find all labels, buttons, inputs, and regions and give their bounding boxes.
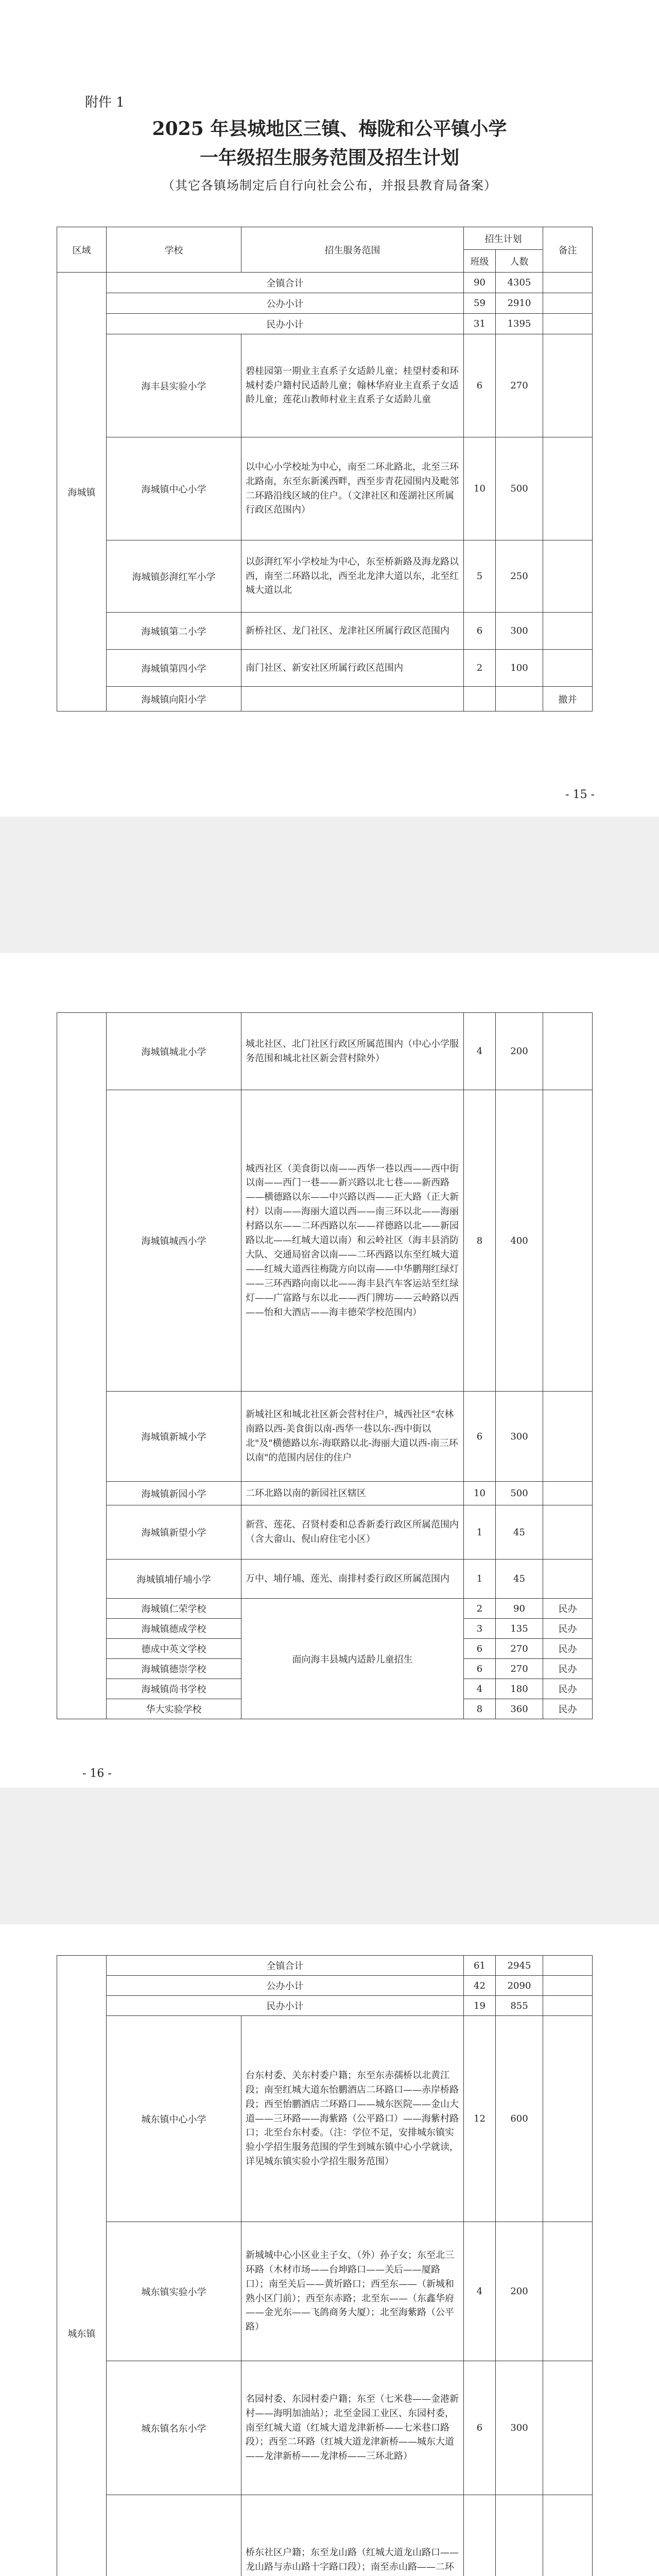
school-name: 海城镇德成学校 xyxy=(107,1619,241,1639)
remark xyxy=(543,334,593,437)
summary-remark xyxy=(543,314,593,334)
header-district: 区域 xyxy=(57,227,107,273)
header-classes: 班级 xyxy=(464,250,496,273)
header-people: 人数 xyxy=(496,250,543,273)
school-name: 海城镇德崇学校 xyxy=(107,1659,241,1679)
document-title-line2: 一年级招生服务范围及招生计划 xyxy=(199,147,459,168)
service-scope: 以彭湃红军小学校址为中心，东至桥新路及海龙路以西，南至二环路以北，西至北龙津大道以东，北至红城大道以北 xyxy=(241,540,464,613)
summary-remark xyxy=(543,1956,593,1976)
plan-people: 500 xyxy=(496,437,543,540)
remark xyxy=(543,2495,593,2576)
summary-remark xyxy=(543,1976,593,1996)
district-cell: 城东镇 xyxy=(57,1956,107,2576)
plan-people: 200 xyxy=(496,2222,543,2361)
page-1 xyxy=(0,0,659,817)
summary-classes: 90 xyxy=(464,273,496,293)
summary-remark xyxy=(543,273,593,293)
summary-label: 公办小计 xyxy=(107,1976,464,1996)
page-2 xyxy=(0,953,659,1788)
remark: 民办 xyxy=(543,1659,593,1679)
document-subtitle: （其它各镇场制定后自行向社会公布，并报县教育局备案） xyxy=(162,178,497,193)
remark xyxy=(543,540,593,613)
school-name: 华大实验学校 xyxy=(107,1699,241,1719)
plan-people: 45 xyxy=(496,1560,543,1599)
service-scope: 台东村委、关东村委户籍；东至东赤孺桥以北黄江段；南至红城大道东怡鹏酒店二环路口——赤岸桥路段；西至怡鹏酒店二环路口——城东医院——金山大道——三环路——海紫路（公平路口）——海紫村路口；北至台东村委。（注：学位不足，安排城东镇实验小学招生服务范围的学生到城东镇中心小学就读，详见城东镇实验小学招生服务范围） xyxy=(241,2016,464,2222)
school-name: 海城镇第二小学 xyxy=(107,613,241,650)
plan-classes: 10 xyxy=(464,1482,496,1505)
school-name: 海城镇埔仔埔小学 xyxy=(107,1560,241,1599)
remark: 民办 xyxy=(543,1639,593,1659)
plan-classes: 6 xyxy=(464,2361,496,2495)
plan-people: 270 xyxy=(496,334,543,437)
summary-label: 全镇合计 xyxy=(107,1956,464,1976)
shared-service-scope: 面向海丰县城内适龄儿童招生 xyxy=(241,1599,464,1719)
plan-classes: 4 xyxy=(464,2222,496,2361)
plan-classes: 2 xyxy=(464,1599,496,1619)
district-cell-continued xyxy=(57,1013,107,1719)
remark xyxy=(543,613,593,650)
summary-people: 2090 xyxy=(496,1976,543,1996)
school-name: 城东镇名东小学 xyxy=(107,2361,241,2495)
remark xyxy=(543,2361,593,2495)
plan-people: 300 xyxy=(496,613,543,650)
plan-classes: 10 xyxy=(464,437,496,540)
summary-label: 全镇合计 xyxy=(107,273,464,293)
header-remark: 备注 xyxy=(543,227,593,273)
service-scope: 名园村委、东园村委户籍；东至（七米巷——金港新村——海明加油站）；北至金园工业区、东园村委，南至红城大道（红城大道龙津新桥——七米巷口路段）；西至二环路（红城大道龙津新桥——城东大道——龙津新桥——龙津桥——三环北路） xyxy=(241,2361,464,2495)
summary-classes: 19 xyxy=(464,1996,496,2016)
summary-label: 民办小计 xyxy=(107,314,464,334)
plan-classes: 6 xyxy=(464,613,496,650)
plan-people: 180 xyxy=(496,1679,543,1699)
school-name: 海城镇城北小学 xyxy=(107,1013,241,1090)
header-plan: 招生计划 xyxy=(464,227,543,250)
plan-classes xyxy=(464,687,496,711)
school-name: 海城镇第四小学 xyxy=(107,650,241,687)
service-scope: 新桥社区、龙门社区、龙津社区所属行政区范围内 xyxy=(241,613,464,650)
service-scope: 二环北路以南的新园社区辖区 xyxy=(241,1482,464,1505)
summary-classes: 59 xyxy=(464,293,496,314)
plan-classes: 5 xyxy=(464,540,496,613)
service-scope: 万中、埔仔埔、莲光、南排村委行政区所属范围内 xyxy=(241,1560,464,1599)
plan-classes: 8 xyxy=(464,1699,496,1719)
school-name: 城东镇实验小学 xyxy=(107,2222,241,2361)
summary-people: 4305 xyxy=(496,273,543,293)
school-name: 德成中英文学校 xyxy=(107,1639,241,1659)
remark: 民办 xyxy=(543,1599,593,1619)
remark xyxy=(543,1392,593,1482)
plan-people: 600 xyxy=(496,2016,543,2222)
plan-people: 360 xyxy=(496,1699,543,1719)
plan-classes: 6 xyxy=(464,1392,496,1482)
page-number: - 16 - xyxy=(82,1767,112,1780)
remark xyxy=(543,1505,593,1560)
plan-classes: 6 xyxy=(464,1659,496,1679)
district-cell: 海城镇 xyxy=(57,273,107,711)
service-scope: 碧桂园第一期业主直系子女适龄儿童；桂望村委和环城村委户籍村民适龄儿童；翰林华府业主直系子女适龄儿童；莲花山教师村业主直系子女适龄儿童 xyxy=(241,334,464,437)
plan-people: 100 xyxy=(496,650,543,687)
plan-people: 200 xyxy=(496,1013,543,1090)
school-name xyxy=(107,2495,241,2576)
plan-people xyxy=(496,2495,543,2576)
school-name: 海城镇城西小学 xyxy=(107,1090,241,1392)
service-scope: 以中心小学校址为中心，南至二环北路北，北至三环北路南，东至东新溪西畔，西至步青花园围内及毗邻二环路沿线区域的住户。（文津社区和莲湖社区所属行政区范围内） xyxy=(241,437,464,540)
document-title-line1: 2025 年县城地区三镇、梅陇和公平镇小学 xyxy=(152,118,507,140)
summary-classes: 42 xyxy=(464,1976,496,1996)
summary-classes: 31 xyxy=(464,314,496,334)
plan-people: 500 xyxy=(496,1482,543,1505)
summary-remark xyxy=(543,293,593,314)
school-name: 海城镇彭湃红军小学 xyxy=(107,540,241,613)
school-name: 海城镇仁荣学校 xyxy=(107,1599,241,1619)
header-scope: 招生服务范围 xyxy=(241,227,464,273)
enrollment-table-page2 xyxy=(57,1012,593,1719)
plan-classes: 12 xyxy=(464,2016,496,2222)
school-name: 海城镇新园小学 xyxy=(107,1482,241,1505)
service-scope: 桥东社区户籍；东至龙山路（红城大道龙山路口——龙山路与赤山路十字路口段）；南至赤山路——二环 xyxy=(241,2495,464,2576)
school-name: 海城镇向阳小学 xyxy=(107,687,241,711)
remark xyxy=(543,650,593,687)
school-name: 海城镇新望小学 xyxy=(107,1505,241,1560)
summary-classes: 61 xyxy=(464,1956,496,1976)
school-name: 海城镇中心小学 xyxy=(107,437,241,540)
page-number: - 15 - xyxy=(565,788,595,801)
remark: 撤并 xyxy=(543,687,593,711)
service-scope: 新城城中心小区业主子女、（外）孙子女；东至北三环路（木材市场——台坤路口——关后——厦路口）；南至关后——黄圻路口；西至东——（新城和熟小区门前）；西至东赤路；北至东——（东鑫华府——金光东——飞鸽商务大厦）；北至海紫路（公平路） xyxy=(241,2222,464,2361)
plan-classes: 4 xyxy=(464,1013,496,1090)
summary-label: 公办小计 xyxy=(107,293,464,314)
plan-classes: 4 xyxy=(464,1679,496,1699)
summary-people: 2910 xyxy=(496,293,543,314)
plan-people: 300 xyxy=(496,2361,543,2495)
remark xyxy=(543,2222,593,2361)
page-3 xyxy=(0,1924,659,2576)
plan-people: 300 xyxy=(496,1392,543,1482)
attachment-label: 附件 1 xyxy=(85,95,125,110)
plan-classes xyxy=(464,2495,496,2576)
summary-people: 2945 xyxy=(496,1956,543,1976)
summary-remark xyxy=(543,1996,593,2016)
plan-classes: 6 xyxy=(464,1639,496,1659)
remark: 民办 xyxy=(543,1619,593,1639)
remark: 民办 xyxy=(543,1679,593,1699)
summary-people: 1395 xyxy=(496,314,543,334)
remark xyxy=(543,1013,593,1090)
remark xyxy=(543,1482,593,1505)
plan-people: 400 xyxy=(496,1090,543,1392)
plan-people: 270 xyxy=(496,1659,543,1679)
remark: 民办 xyxy=(543,1699,593,1719)
plan-people: 45 xyxy=(496,1505,543,1560)
remark xyxy=(543,437,593,540)
enrollment-table-page1 xyxy=(57,227,593,711)
enrollment-table-page3 xyxy=(57,1955,593,2576)
remark xyxy=(543,1090,593,1392)
plan-classes: 3 xyxy=(464,1619,496,1639)
page-gap xyxy=(0,1788,659,1924)
summary-people: 855 xyxy=(496,1996,543,2016)
plan-people: 270 xyxy=(496,1639,543,1659)
service-scope: 新营、莲花、召贤村委和总香新委行政区所属范围内（含大畲山、倪山府住宅小区） xyxy=(241,1505,464,1560)
school-name: 海城镇尚书学校 xyxy=(107,1679,241,1699)
plan-people xyxy=(496,687,543,711)
plan-classes: 2 xyxy=(464,650,496,687)
remark xyxy=(543,2016,593,2222)
school-name: 海城镇新城小学 xyxy=(107,1392,241,1482)
header-school: 学校 xyxy=(107,227,241,273)
plan-classes: 6 xyxy=(464,334,496,437)
summary-label: 民办小计 xyxy=(107,1996,464,2016)
school-name: 海丰县实验小学 xyxy=(107,334,241,437)
plan-people: 90 xyxy=(496,1599,543,1619)
remark xyxy=(543,1560,593,1599)
plan-classes: 1 xyxy=(464,1505,496,1560)
school-name: 城东镇中心小学 xyxy=(107,2016,241,2222)
service-scope: 南门社区、新安社区所属行政区范围内 xyxy=(241,650,464,687)
plan-classes: 8 xyxy=(464,1090,496,1392)
plan-people: 250 xyxy=(496,540,543,613)
plan-people: 135 xyxy=(496,1619,543,1639)
service-scope: 城西社区（美食街以南——西华一巷以西——西中街以南——西门一巷——新兴路以北七巷——新西路——横德路以东——中兴路以西——正大路（正大新村）以南——海丽大道以西——南三环以北——海丽村路以东——二环西路以东——祥德路以北——新园路以北——红城大道以南）和云岭社区（海丰县消防大队、交通局宿舍以南——二环西路以东至红城大道——红城大道西往梅陇方向以南——中华鹏翔红绿灯——三环西路向南以北——海丰县汽车客运站至红绿灯——广富路与东以北——西门牌坊——云岭路以西——怡和大酒店——海丰德荣学校范围内） xyxy=(241,1090,464,1392)
service-scope xyxy=(241,687,464,711)
plan-classes: 1 xyxy=(464,1560,496,1599)
service-scope: 城北社区、北门社区行政区所属范围内（中心小学服务范围和城北社区新会营村除外） xyxy=(241,1013,464,1090)
page-gap xyxy=(0,817,659,953)
service-scope: 新城社区和城北社区新会营村住户，城西社区"农林南路以西-美食街以南-西华一巷以东-西中街以北"及"横德路以东-海联路以北-海丽大道以西-南三环以南"的范围内居住的住户 xyxy=(241,1392,464,1482)
